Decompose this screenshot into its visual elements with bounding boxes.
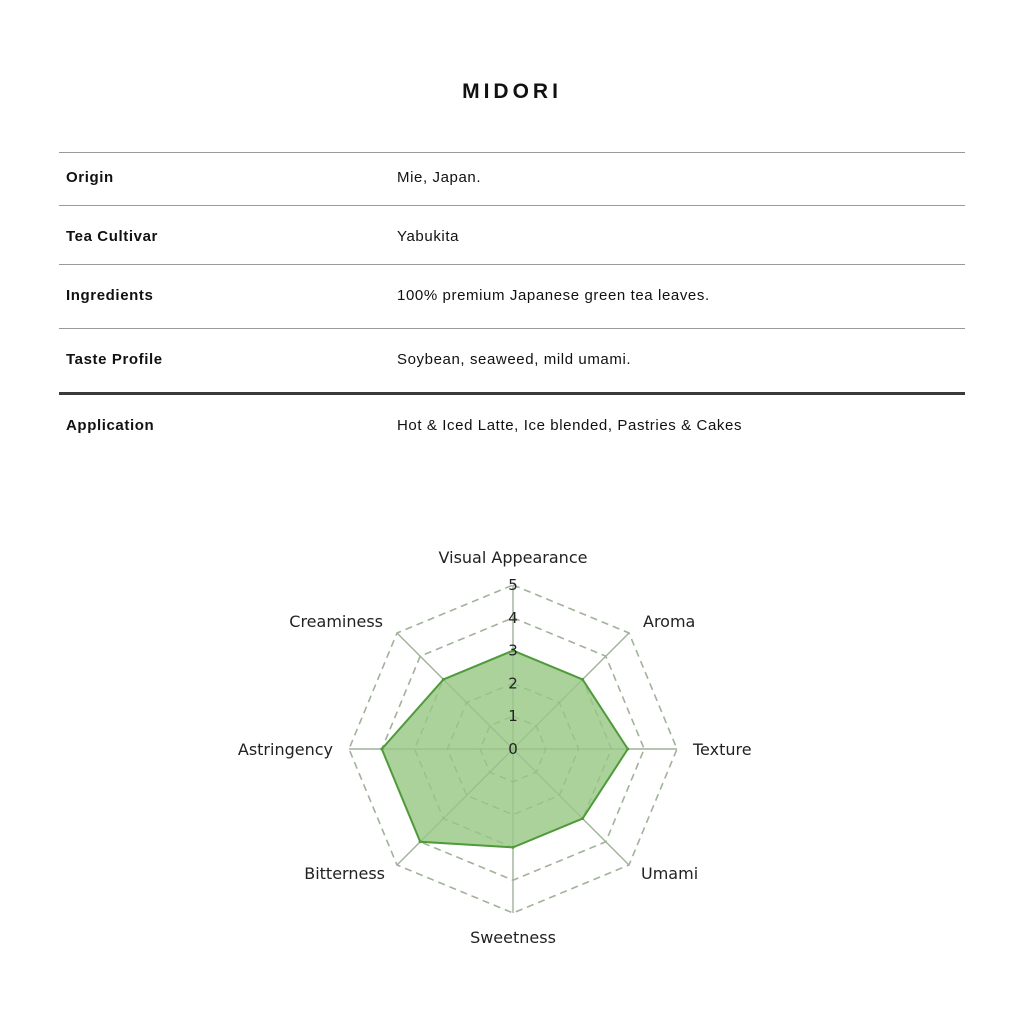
spec-label: Taste Profile: [66, 351, 163, 368]
spec-row-taste-profile: [59, 328, 965, 392]
spec-value: Yabukita: [397, 228, 460, 245]
spec-row-application: [59, 392, 965, 455]
spec-row-origin: [59, 152, 965, 205]
spec-label: Application: [66, 417, 155, 434]
data-point: [380, 748, 383, 751]
data-point: [442, 678, 445, 681]
axis-label: Visual Appearance: [438, 548, 588, 567]
spec-label: Origin: [66, 169, 114, 186]
spec-value: Soybean, seaweed, mild umami.: [397, 351, 632, 368]
data-point: [581, 678, 584, 681]
axis-label: Sweetness: [470, 928, 556, 947]
spec-row-tea-cultivar: [59, 205, 965, 264]
data-point: [419, 840, 422, 843]
tick-label: 0: [508, 740, 518, 758]
tick-label: 1: [508, 707, 518, 726]
data-point: [626, 748, 629, 751]
tick-label: 5: [508, 576, 518, 594]
tick-label: 2: [508, 674, 518, 693]
spec-value: 100% premium Japanese green tea leaves.: [397, 287, 710, 304]
axis-label: Umami: [641, 864, 699, 883]
spec-label: Ingredients: [66, 287, 154, 304]
spec-row-ingredients: [59, 264, 965, 328]
data-point: [512, 846, 515, 849]
data-point: [581, 817, 584, 820]
axis-label: Aroma: [643, 612, 696, 631]
spec-value: Hot & Iced Latte, Ice blended, Pastries & Cakes: [397, 417, 743, 434]
spec-label: Tea Cultivar: [66, 228, 158, 245]
axis-label: Bitterness: [304, 864, 385, 883]
spec-value: Mie, Japan.: [397, 169, 482, 186]
radar-chart-container: [0, 520, 1024, 980]
radar-chart: [0, 520, 1024, 980]
tick-label: 4: [508, 608, 518, 627]
axis-label: Texture: [693, 740, 752, 759]
page-title: MIDORI: [462, 80, 562, 103]
spec-table: [59, 152, 965, 455]
axis-label: Astringency: [237, 740, 333, 759]
axis-label: Creaminess: [289, 612, 383, 631]
tick-label: 3: [508, 641, 518, 660]
